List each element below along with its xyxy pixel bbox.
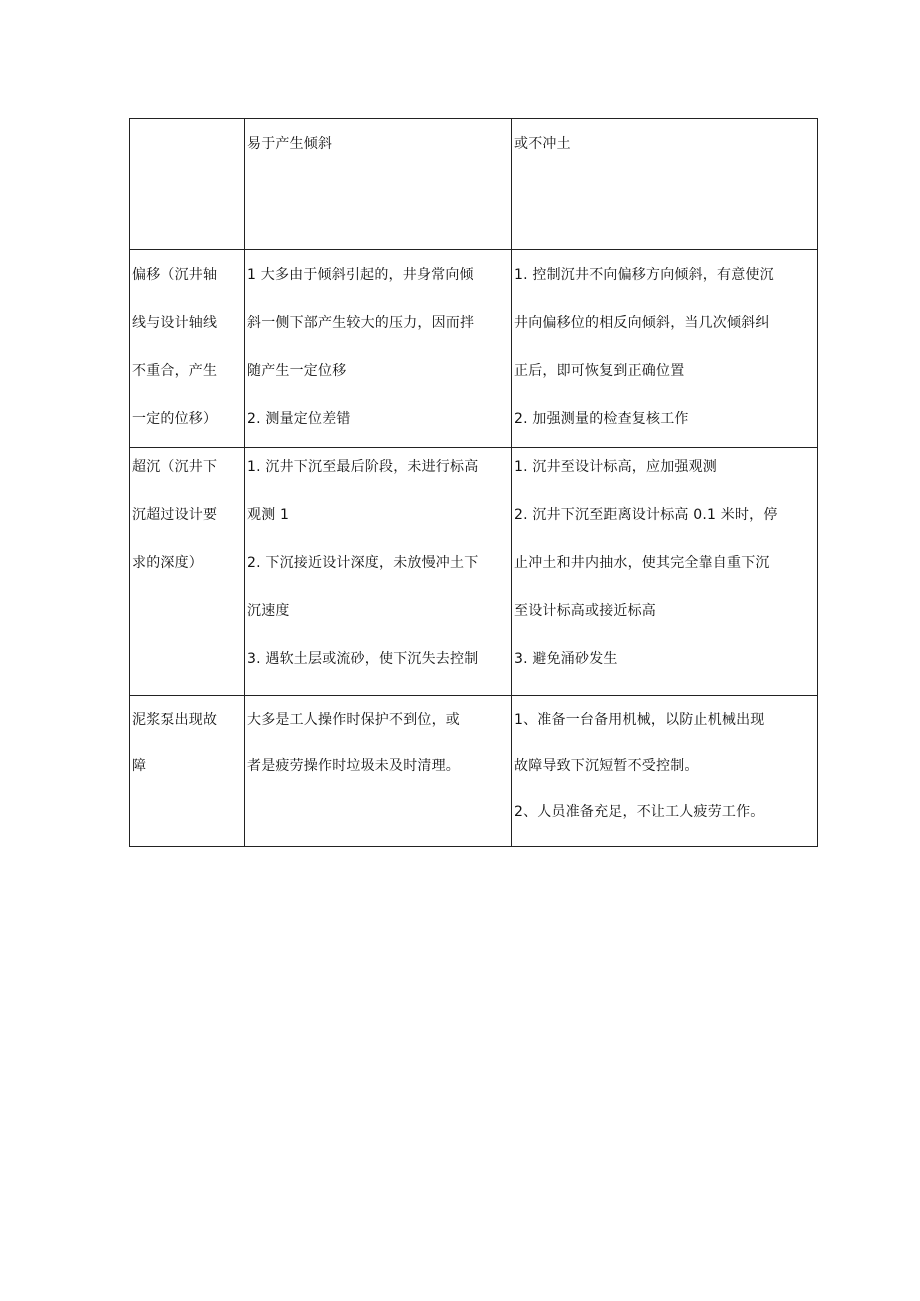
remedy-line: 故障导致下沉短暂不受控制。: [514, 758, 699, 774]
issue-line: 泥浆泵出现故: [132, 712, 218, 728]
remedy-line: 井向偏移位的相反向倾斜，当几次倾斜纠: [514, 315, 770, 331]
remedy-line: 至设计标高或接近标高: [514, 603, 656, 619]
table-row: [130, 448, 818, 696]
cell-remedy: [512, 696, 818, 847]
table-row: [130, 119, 818, 250]
cause-line: 大多是工人操作时保护不到位，或: [247, 712, 460, 728]
table-body: [130, 119, 818, 847]
remedy-line: 或不冲土: [514, 136, 571, 152]
remedy-line: 正后，即可恢复到正确位置: [514, 363, 685, 379]
cell-cause: [245, 448, 512, 696]
remedy-line: 1. 控制沉井不向偏移方向倾斜，有意使沉: [514, 267, 774, 283]
cause-line: 沉速度: [247, 603, 290, 619]
table-row: [130, 250, 818, 448]
remedy-line: 2、人员准备充足，不让工人疲劳工作。: [514, 804, 765, 820]
cell-remedy: [512, 448, 818, 696]
cause-line: 2. 下沉接近设计深度，未放慢冲土下: [247, 555, 479, 571]
remedy-line: 1. 沉井至设计标高，应加强观测: [514, 459, 718, 475]
cell-cause: [245, 696, 512, 847]
cause-line: 1 大多由于倾斜引起的，井身常向倾: [247, 267, 474, 283]
cell-remedy: [512, 250, 818, 448]
cell-issue: [130, 119, 245, 250]
cause-line: 随产生一定位移: [247, 363, 347, 379]
cell-remedy: [512, 119, 818, 250]
remedy-line: 1、准备一台备用机械，以防止机械出现: [514, 712, 765, 728]
cause-line: 者是疲劳操作时垃圾未及时清理。: [247, 758, 460, 774]
document-table: [129, 118, 818, 847]
issue-line: 超沉（沉井下: [132, 459, 218, 475]
cause-line: 3. 遇软土层或流砂，使下沉失去控制: [247, 651, 479, 667]
cause-line: 斜一侧下部产生较大的压力，因而拌: [247, 315, 475, 331]
remedy-line: 止冲土和井内抽水，使其完全靠自重下沉: [514, 555, 770, 571]
remedy-line: 2. 加强测量的检查复核工作: [514, 411, 689, 427]
cell-issue: [130, 696, 245, 847]
cell-issue: [130, 448, 245, 696]
issue-line: 一定的位移）: [132, 411, 218, 427]
table-row: [130, 696, 818, 847]
cause-line: 1. 沉井下沉至最后阶段，未进行标高: [247, 459, 479, 475]
cell-cause: [245, 250, 512, 448]
remedy-line: 3. 避免涌砂发生: [514, 651, 618, 667]
cell-issue: [130, 250, 245, 448]
cause-line: 观测 1: [247, 507, 290, 523]
cause-line: 2. 测量定位差错: [247, 411, 351, 427]
issue-line: 不重合，产生: [132, 363, 218, 379]
issue-line: 求的深度）: [132, 555, 203, 571]
issue-line: 偏移（沉井轴: [132, 267, 218, 283]
cause-line: 易于产生倾斜: [247, 136, 333, 152]
issue-line: 沉超过设计要: [132, 507, 218, 523]
remedy-line: 2. 沉井下沉至距离设计标高 0.1 米时，停: [514, 507, 778, 523]
cell-cause: [245, 119, 512, 250]
issue-line: 障: [132, 758, 147, 774]
issue-line: 线与设计轴线: [132, 315, 218, 331]
